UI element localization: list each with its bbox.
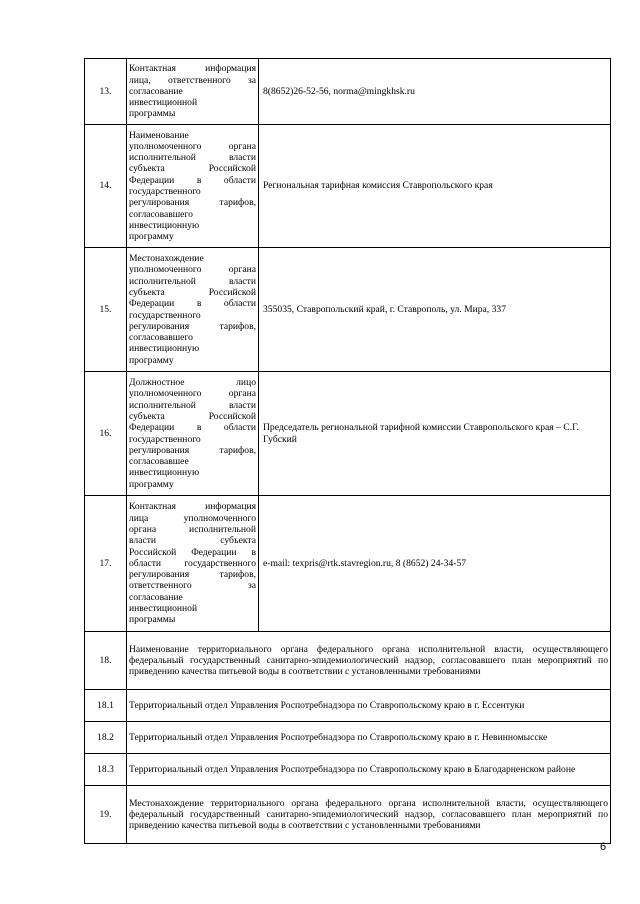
row-text: Территориальный отдел Управления Роспотребнадзора по Ставропольскому краю в г. Невинномысске [127, 722, 611, 754]
label-line: инвестиционную [129, 467, 200, 479]
label-line: Федерации в области [129, 298, 256, 310]
label-line: регулирования тарифов, [129, 197, 256, 209]
row-text: Территориальный отдел Управления Роспотребнадзора по Ставропольскому краю в г. Ессентуки [127, 690, 611, 722]
label-line: инвестиционную [129, 219, 200, 231]
label-line: программы [129, 108, 176, 120]
table-row [85, 722, 611, 754]
row-value: Региональная тарифная комиссия Ставропольского края [259, 125, 611, 248]
label-line: органа исполнительной [129, 523, 256, 535]
row-label [127, 372, 259, 496]
label-line: программу [129, 231, 174, 243]
label-line: исполнительной власти [129, 152, 256, 164]
row-label [127, 125, 259, 248]
label-line: лица уполномоченного [129, 512, 256, 524]
row-label [127, 496, 259, 632]
label-line: регулирования тарифов, [129, 569, 256, 581]
label-line: уполномоченного органа [129, 140, 256, 152]
label-line: регулирования тарифов, [129, 320, 256, 332]
label-line: лица, ответственного за [129, 74, 256, 86]
label-line: исполнительной власти [129, 275, 256, 287]
label-line: государственного [129, 309, 201, 321]
row-number: 19. [85, 786, 127, 844]
row-number: 16. [85, 372, 127, 496]
row-number: 17. [85, 496, 127, 632]
label-line: Контактная информация [129, 501, 256, 513]
label-line: программы [129, 614, 176, 626]
label-line: Федерации в области [129, 174, 256, 186]
table-row [85, 372, 611, 496]
row-value: 8(8652)26-52-56, norma@mingkhsk.ru [259, 59, 611, 125]
row-value: 355035, Ставропольский край, г. Ставрополь, ул. Мира, 337 [259, 248, 611, 372]
label-line: регулирования тарифов, [129, 444, 256, 456]
label-line: уполномоченного органа [129, 388, 256, 400]
label-line: исполнительной власти [129, 399, 256, 411]
row-number: 14. [85, 125, 127, 248]
label-line: уполномоченного органа [129, 264, 256, 276]
row-text: Местонахождение территориального органа федерального органа исполнительной власти, осуществляющего федеральный государственный санитарно-эпидемиологический надзор, согласовавшего план мероприятий по приведению качества питьевой воды в соответствии с установленными требованиями [127, 786, 611, 844]
label-line: государственного [129, 433, 201, 445]
row-label [127, 59, 259, 125]
label-line: ответственного за [129, 580, 256, 592]
table-row [85, 690, 611, 722]
label-line: согласование [129, 85, 183, 97]
row-number: 18. [85, 632, 127, 690]
row-label [127, 248, 259, 372]
row-value: Председатель региональной тарифной комиссии Ставропольского края – С.Г. Губский [259, 372, 611, 496]
table-row [85, 125, 611, 248]
label-line: согласование [129, 591, 183, 603]
table-row [85, 59, 611, 125]
table-row [85, 786, 611, 844]
label-line: субъекта Российской [129, 410, 256, 422]
label-line: государственного [129, 186, 201, 197]
label-line: Наименование [129, 129, 189, 141]
row-number: 18.2 [85, 722, 127, 754]
row-number: 13. [85, 59, 127, 125]
label-line: инвестиционную [129, 343, 200, 355]
label-line: власти субъекта [129, 535, 256, 547]
row-text: Наименование территориального органа федерального органа исполнительной власти, осуществляющего федеральный государственный санитарно-эпидемиологический надзор, согласовавшего план мероприятий по приведению качества питьевой воды в соответствии с установленными требованиями [127, 632, 611, 690]
table-row [85, 754, 611, 786]
label-line: Местонахождение [129, 253, 204, 265]
label-line: субъекта Российской [129, 286, 256, 298]
label-line: субъекта Российской [129, 163, 256, 175]
row-number: 15. [85, 248, 127, 372]
table-row [85, 496, 611, 632]
page-number: 6 [600, 841, 607, 853]
label-line: Должностное лицо [129, 377, 256, 389]
row-number: 18.3 [85, 754, 127, 786]
label-line: Контактная информация [129, 63, 256, 75]
label-line: инвестиционной [129, 97, 198, 109]
table-row [85, 632, 611, 690]
row-value: e-mail: texpris@rtk.stavregion.ru, 8 (8652) 24-34-57 [259, 496, 611, 632]
table-row [85, 248, 611, 372]
label-line: Российской Федерации в [129, 546, 256, 558]
label-line: согласовавшее [129, 456, 189, 468]
label-line: инвестиционной [129, 603, 198, 615]
info-table [84, 58, 611, 844]
label-line: области государственного [129, 557, 256, 569]
row-text: Территориальный отдел Управления Роспотребнадзора по Ставропольскому краю в Благодарненском районе [127, 754, 611, 786]
label-line: согласовавшего [129, 208, 193, 220]
label-line: Федерации в области [129, 422, 256, 434]
row-number: 18.1 [85, 690, 127, 722]
label-line: программу [129, 354, 174, 366]
label-line: программу [129, 478, 174, 490]
label-line: согласовавшего [129, 332, 193, 344]
